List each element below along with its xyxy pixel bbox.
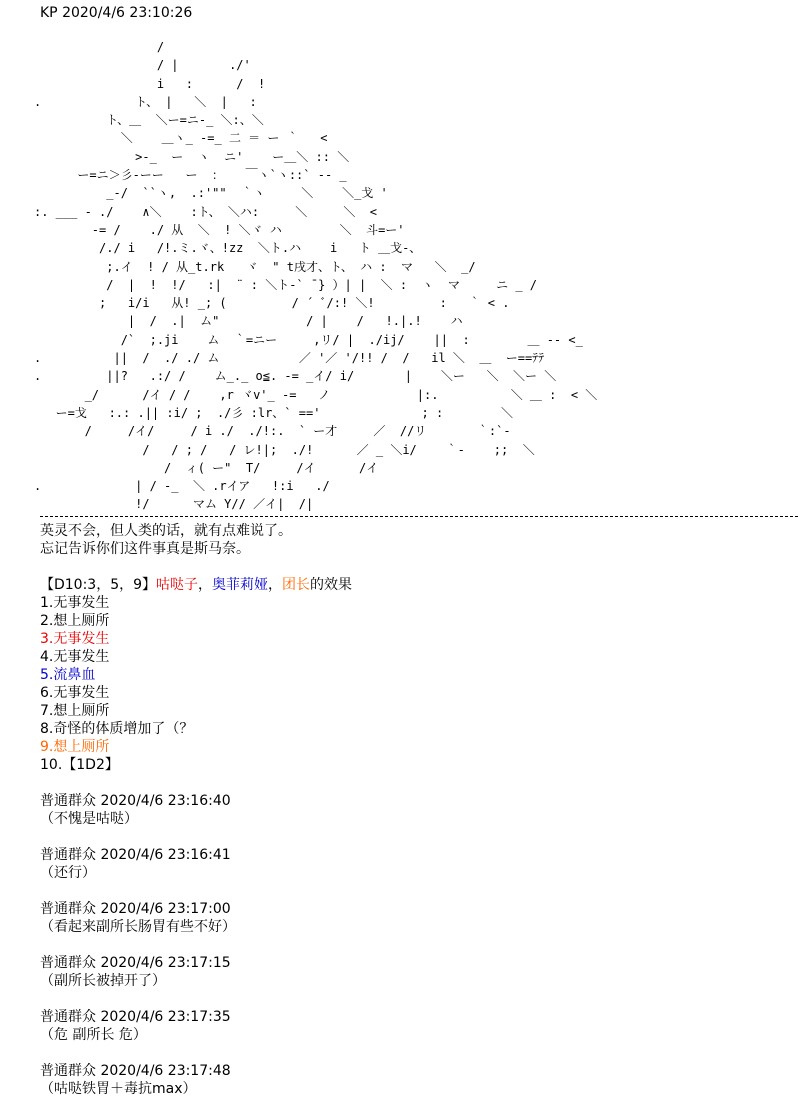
spacer — [40, 828, 790, 846]
comment-header — [40, 846, 790, 864]
post-timestamp: 2020/4/6 23:10:26 — [62, 5, 193, 21]
outcome-item: 2.想上厕所 — [40, 613, 110, 629]
separator: ， — [268, 577, 283, 593]
comment-timestamp: 2020/4/6 23:17:48 — [100, 1063, 231, 1079]
comment-text: （不愧是咕哒） — [40, 811, 138, 827]
comment-header — [40, 792, 790, 810]
outcome-item: 1.无事发生 — [40, 595, 110, 611]
outcome-item: 10.【1D2】 — [40, 757, 119, 773]
comment-author: 普通群众 — [40, 901, 96, 917]
outcome-item: 7.想上厕所 — [40, 703, 110, 719]
narration-line: 英灵不会，但人类的话，就有点难说了。 — [40, 523, 292, 539]
outcome-item: 9.想上厕所 — [40, 739, 110, 755]
outcome-item: 4.无事发生 — [40, 649, 110, 665]
comment-timestamp: 2020/4/6 23:16:40 — [100, 793, 231, 809]
outcome-item: 6.无事发生 — [40, 685, 110, 701]
comment-text: （危 副所长 危） — [40, 1027, 147, 1043]
outcome-item: 5.流鼻血 — [40, 667, 96, 683]
narration-line: 忘记告诉你们这件事真是斯马奈。 — [40, 541, 250, 557]
comment-timestamp: 2020/4/6 23:17:15 — [100, 955, 231, 971]
comment-author: 普通群众 — [40, 1063, 96, 1079]
dice-suffix: 的效果 — [310, 577, 353, 593]
ascii-art: / / | ./' i : / ! . ト、 | ＼ | : ト、＿ ＼ー=ニ-_ ＼:、＼ ＼ ＿ヽ_ -=_ 二 ＝ ー ｀ < >-_ ー ヽ ニ' ー＿＼ :: ＼ ー=ニ＞彡-ーー ー ： ￣ヽ`ヽ::` -- _ _-/ ``ヽ, .:'"" ｀ヽ ＼ ＼_戈 ' :. ___ - ./ ∧＼ :ト、 ＼ハ: ＼ ＼ < -= / ./ 从 ＼ ! ＼ヾ ハ ＼ 斗=ー' /./ i /!.ミ.ヾ、!zz ＼ト.ハ i ト ＿戈-、 ;.イ ! / 从_t.rk ヾ " t戌才、ト、 ハ : マ ＼ _/ / | ! !/ :| ¨ : ＼ト-` ̄ } ）| | ＼ : ヽ マ ニ _ / ; i/i 从! _; ( / ´ ﾞ/:! ＼! : ｀ < . | / .| ム" / | / !.|.! ハ /` ;.ji ム ｀=ニー ,リ/ | ./ij/ || : ＿ -- <_ . || / ./ ./ ム ／ '／ '/!! / / il ＼ ＿ ー==ﾃﾃ . ||? .:/ / ム_._ o≦. -= _イ/ i/ | ＼ー ＼ ＼ー ＼ _/ /イ / / ,r ヾv'_ -= ノ |:. ＼ ＿ : < ＼ ー=戈 :.: .|| :i/ ; ./彡 :lr、` ==' ; : ＼ / /イ/ / i ./ ./!:. ` ー才 ／ //リ ｀:`- / / ; / / レ!|; ./! ／ _ ＼i/ ｀- ;; ＼ / ィ( ー" T/ /イ /イ . | / -_ ＼ .rイア !:i ./ !/ マム Y// ／イ| /| — [34, 40, 598, 512]
comment-header — [40, 1062, 790, 1080]
comment-timestamp: 2020/4/6 23:16:41 — [100, 847, 231, 863]
comment-header — [40, 900, 790, 918]
comment-author: 普通群众 — [40, 1009, 96, 1025]
character-name-gudako: 咕哒子 — [156, 577, 199, 593]
post-header — [40, 4, 192, 22]
dice-roll-line — [40, 576, 790, 594]
outcome-item: 3.无事发生 — [40, 631, 110, 647]
post-body — [40, 522, 790, 1098]
dice-prefix: 【D10:3，5，9】 — [40, 577, 157, 593]
separator: ， — [198, 577, 213, 593]
outcome-item: 8.奇怪的体质增加了（？ — [40, 721, 194, 737]
spacer — [40, 936, 790, 954]
comment-author: 普通群众 — [40, 955, 96, 971]
character-name-ophelia: 奥菲莉娅 — [212, 577, 269, 593]
comment-text: （咕哒铁胃＋毒抗max） — [40, 1081, 197, 1097]
comment-timestamp: 2020/4/6 23:17:00 — [100, 901, 231, 917]
comment-header — [40, 1008, 790, 1026]
comment-author: 普通群众 — [40, 793, 96, 809]
divider-line — [40, 516, 798, 517]
spacer — [40, 774, 790, 792]
character-name-leader: 团长 — [282, 577, 311, 593]
spacer — [40, 1044, 790, 1062]
comment-text: （还行） — [40, 865, 96, 881]
comment-author: 普通群众 — [40, 847, 96, 863]
post-author: KP — [40, 5, 58, 21]
spacer — [40, 558, 790, 576]
spacer — [40, 882, 790, 900]
comment-timestamp: 2020/4/6 23:17:35 — [100, 1009, 231, 1025]
spacer — [40, 990, 790, 1008]
comment-header — [40, 954, 790, 972]
comment-text: （副所长被掉开了） — [40, 973, 166, 989]
comment-text: （看起来副所长肠胃有些不好） — [40, 919, 236, 935]
